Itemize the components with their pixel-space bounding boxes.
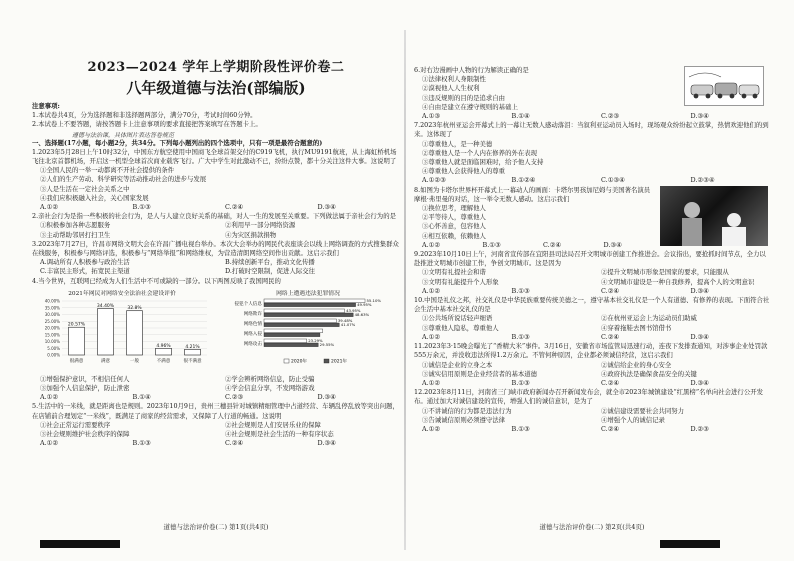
choice-b: B.①③: [132, 439, 151, 448]
statement: ④政府执法是确保食品安全的关键: [601, 369, 697, 378]
question-7: [414, 121, 770, 185]
bar: [264, 323, 339, 327]
question-stem: 8.如图为卡塔尔世界杯开幕式上一幕动人的画面：卡塔尔男孩加尼姆与美国著名演员摩根·弗里曼的对话，这一举令无数人感动。这启示我们: [414, 185, 651, 203]
data-label: 55.10%: [366, 298, 382, 304]
choice-a: A.①③: [422, 112, 441, 121]
page-fold: [404, 30, 406, 550]
choice-d: D.③④: [317, 393, 336, 402]
statement: ③主动帮助邻居打扫卫生: [40, 230, 111, 239]
category-label: 网络入侵: [243, 331, 262, 337]
choice-d: D.③④: [690, 332, 709, 341]
choice-c: C.②④: [225, 203, 244, 212]
choice-row: [32, 439, 400, 448]
choice-row: [32, 267, 400, 276]
choice-c: C.②④: [601, 286, 620, 295]
statement: ①社会正常运行需要秩序: [40, 420, 111, 429]
choice-d: D.③④: [690, 286, 709, 295]
bar: [185, 349, 201, 355]
data-label: 32.8%: [127, 306, 142, 312]
statement: ④为灾区捐款捐物: [225, 230, 277, 239]
bar: [264, 343, 318, 347]
photo-figures: [660, 186, 768, 246]
question-stem: 7.2023年杭州亚运会开幕式上的一幕让无数人感动落泪：当叙利亚运动员入场时，现场观众纷纷起立鼓掌，热情欢迎他们的到来。这体现了: [414, 121, 769, 139]
statement-row: [414, 370, 770, 379]
chart-satisfaction: [32, 288, 212, 373]
choice-row: [32, 203, 400, 212]
bar: [264, 313, 353, 317]
page-footer: 道德与法治评价卷(二) 第1页(共4页): [163, 523, 269, 531]
statement: ③文明有礼能提升个人形象: [422, 277, 499, 286]
statement: ①公共场所说话轻声细语: [422, 314, 493, 323]
question-stem: 9.2023年10月10日上午，河南省宣传部在宜阳县司法局召开文明城市创建工作推进会。会议指出，要抢抓时间节点，全力以赴推进文明城市创建工作，争创文明城市。这是因为: [414, 250, 766, 268]
data-label: 49.95%: [357, 302, 372, 308]
statement: ④尊重他人会获得他人的尊重: [422, 167, 506, 176]
choice-row: [414, 287, 770, 296]
y-tick-label: 30.00%: [44, 311, 60, 317]
bar: [156, 348, 172, 355]
choice-d: D.打破时空限制，促进人际交往: [225, 267, 316, 276]
scan-shadow-bottom-right: [660, 540, 720, 548]
question-stem: 3.2023年7月27日，许昌市网络文明大会在许昌广播电视台举办。本次大会举办的网民代表座谈会以线上网络调查的方式搜集群众在线服务，积极参与网络评选，积极参与“网络举报”和网络维权，为营造清朗网络空间作出贡献。这启示我们: [32, 239, 399, 258]
statement: ②人们的生产劳动、科学研究等活动推动社会的进步与发展: [40, 175, 207, 184]
x-tick-label: 不满意: [156, 358, 171, 364]
data-label: 39.48%: [337, 318, 353, 324]
statement: ①诚信是企业的立身之本: [422, 360, 493, 369]
statement: ③诚实信用原则是企业经营者的基本道德: [422, 369, 538, 378]
question-2: [32, 212, 400, 240]
choice-row: [414, 379, 770, 388]
question-1: [32, 148, 400, 212]
y-tick-label: 0.00%: [47, 352, 60, 358]
x-tick-label: 满意: [101, 358, 110, 364]
data-label: 41.07%: [340, 322, 356, 328]
statement: ①尊重他人，是一种美德: [422, 139, 493, 148]
choice-b: B.①②④: [511, 176, 536, 185]
choice-a: A.①②: [40, 203, 59, 212]
choice-b: B.①③: [511, 378, 530, 387]
bar: [98, 308, 114, 354]
statement: ③人是生活在一定社会关系之中: [40, 184, 130, 193]
statement-row: [414, 361, 770, 370]
question-11: [414, 342, 770, 388]
statement: ③尊重他人就是面临困难时，给予他人支持: [422, 158, 544, 167]
statement-row: [32, 231, 400, 240]
statement: ①全国人民的一举一动都离不开社会提供的条件: [40, 166, 175, 175]
statement-row: [32, 221, 400, 230]
choice-d: D.③④: [690, 112, 709, 121]
choice-d: D.③④: [603, 240, 622, 249]
statement: ①法律权利人身限制性: [422, 75, 486, 84]
choice-c: C.①③④: [601, 176, 625, 185]
choice-c: C.②④: [601, 424, 620, 433]
statement: ②平等待人，尊重他人: [422, 213, 486, 222]
statement: ④社会规则是社会生活的一种有序状态: [225, 430, 334, 439]
legend-swatch: [284, 359, 289, 363]
choice-b: B.①④: [511, 112, 530, 121]
bar: [264, 333, 320, 337]
question-3: [32, 240, 400, 277]
choice-c: C.②④: [225, 439, 244, 448]
choice-a: A.①②: [422, 378, 441, 387]
page-2: [414, 40, 770, 535]
legend-swatch: [324, 359, 329, 363]
choice-b: B.①③: [132, 203, 151, 212]
statement-row: [32, 430, 400, 439]
question-4: [32, 277, 400, 403]
choice-c: C.丰富民主形式，拓宽民主渠道: [40, 267, 130, 276]
bar-chart-crime: [218, 297, 398, 369]
category-label: 网络色情: [243, 321, 262, 327]
bar: [264, 299, 365, 303]
choice-a: A.①②③: [422, 176, 446, 185]
statement: ①文明有礼提社会和谐: [422, 268, 486, 277]
world-cup-photo: [660, 186, 768, 246]
statement: ③加强个人信息保护，防止泄密: [40, 384, 130, 393]
choice-row: [414, 176, 770, 185]
statement: ②提升文明城市形象是国家的要求，只能服从: [601, 268, 729, 277]
scan-shadow-bottom-left: [40, 540, 120, 548]
choice-d: D.②③: [690, 424, 709, 433]
statement-row: [414, 278, 770, 287]
choice-a: A.①②: [422, 424, 441, 433]
data-label: 48.63%: [354, 312, 370, 318]
data-label: 4.21%: [185, 344, 200, 350]
statement: ①不讲诚信的行为都是违法行为: [422, 406, 512, 415]
question-12: [414, 388, 770, 434]
statement: ③心怀善意，包容他人: [422, 222, 486, 231]
statement: ③尊重他人隐私，尊重他人: [422, 323, 499, 332]
question-stem: 12.2023年8月11日，河南省三门峡市政府新闻办召开新闻发布会，就全市2023年城镇建设“红黑榜”名单向社会进行公开发布。通过加大对诚信建设的宣传，增强人们的诚信意识，是为了: [414, 388, 763, 406]
choice-a: A.①②: [40, 393, 59, 402]
data-label: 23.29%: [308, 338, 323, 344]
data-label: 20.57%: [67, 322, 86, 328]
choice-b: B.①④: [132, 393, 151, 402]
section-heading: 一、选择题(17小题，每小题2分，共34分。下列每小题列出的四个选项中，只有一项是最符合题意的): [32, 138, 323, 147]
choice-d: D.③④: [317, 203, 336, 212]
statement: ④文明城市建设是一种自我修养，提高个人的文明意识: [601, 277, 755, 286]
bar: [264, 309, 345, 313]
category-label: 网络攻击: [243, 341, 262, 347]
question-stem: 5.生活中的一米线，就是距离也是规则。2023年10月9日，贵州三穗县针对城镇精细管理中占道经营、车辆乱停乱放等突出问题，在店铺前合理划定“一米线”，既满足了商家的经营需求，又保障了人行道的畅通。这说明: [32, 402, 399, 420]
chart-title: 2021年网民对网络安全法治社会建设评价: [68, 290, 176, 297]
choice-d: D.③④: [317, 439, 336, 448]
statement: ④增强个人的诚信记录: [601, 415, 665, 424]
choice-a: A.①②: [422, 240, 441, 249]
statement: ④穿着拖鞋去图书馆借书: [601, 323, 672, 332]
exam-title: 2023—2024 学年上学期阶段性评价卷二: [87, 60, 345, 75]
statement: ①换位思考，理解他人: [422, 204, 486, 213]
notice-item: 2.本试卷上不要答题，请按答题卡上注意事项的要求直接把答案填写在答题卡上。: [32, 120, 262, 129]
statement: ③告诫诚信原则必须遵守法律: [422, 415, 506, 424]
y-tick-label: 5.00%: [47, 345, 60, 351]
statement-row: [414, 314, 770, 323]
choice-a: A.①②: [422, 286, 441, 295]
statement: ②诚信建设需要社会共同努力: [601, 406, 685, 415]
page-footer: 道德与法治评价卷(二) 第2页(共4页): [539, 523, 645, 531]
statement: ②利用早一部分网络资源: [225, 221, 296, 230]
legend-label: 2021年: [331, 359, 347, 365]
statement: ④自由是建立在遵守规则的基础上: [422, 102, 518, 111]
statement: ②在杭州亚运会上为运动员们助威: [601, 314, 697, 323]
question-stem: 4.当今世界，互联网已经成为人们生活中不可或缺的一部分。以下两图反映了我国网民的: [32, 276, 281, 285]
chart-pair: [32, 288, 400, 373]
bar: [264, 303, 356, 307]
statement: ①积极参加各种志愿服务: [40, 221, 111, 230]
statement: ③社会规则维护社会秩序的保障: [40, 430, 130, 439]
choice-b: B.①③: [482, 240, 501, 249]
data-label: 29.55%: [319, 342, 335, 348]
question-10: [414, 296, 770, 342]
question-stem: 6.对右边漫画中人物的行为解读正确的是: [414, 66, 529, 74]
data-label: 43.95%: [346, 308, 361, 314]
choice-c: C.②④: [601, 332, 620, 341]
statement-row: [32, 375, 400, 384]
question-5: [32, 402, 400, 448]
choice-b: B.持续创新平台，推动文化传播: [225, 258, 315, 267]
traffic-cartoon: [684, 66, 764, 106]
y-tick-label: 40.00%: [44, 298, 60, 304]
choice-a: A.①②: [40, 439, 59, 448]
data-label: 4.96%: [156, 343, 171, 349]
choice-b: B.①③: [511, 332, 530, 341]
choice-d: D.②③④: [690, 176, 715, 185]
statement: ④相互依赖，依赖他人: [422, 231, 486, 240]
x-tick-label: 一般: [130, 358, 139, 364]
category-label: 网络欺诈: [243, 311, 262, 317]
chart-crime: [218, 288, 398, 373]
y-tick-label: 15.00%: [44, 332, 60, 338]
statement-row: [414, 324, 770, 333]
statement: ④我们应积极融入社会，关心国家发展: [40, 193, 149, 202]
choice-c: C.②③: [601, 112, 620, 121]
exam-subtitle: 八年级道德与法治(部编版): [126, 79, 306, 97]
statement: ③违反规则的目的是追求自由: [422, 93, 506, 102]
category-label: 侵犯个人信息: [234, 301, 262, 307]
statement: ④学会信息分享，不发网络游戏: [225, 384, 315, 393]
statement: ②学会辨析网络信息，防止受骗: [225, 374, 315, 383]
choice-c: C.②④: [601, 378, 620, 387]
bar: [264, 319, 336, 323]
choice-row: [414, 112, 770, 121]
y-tick-label: 25.00%: [44, 318, 60, 324]
notice-heading: 注意事项:: [32, 102, 60, 110]
statement: ②尊重他人是一个人内在修养的外在表现: [422, 148, 538, 157]
y-tick-label: 20.00%: [44, 325, 60, 331]
choice-row: [414, 425, 770, 434]
question-9: [414, 250, 770, 296]
statement-row: [414, 407, 770, 416]
y-tick-label: 10.00%: [44, 338, 60, 344]
choice-b: B.①③: [511, 286, 530, 295]
choice-d: D.③④: [690, 378, 709, 387]
question-stem: 10.中国是礼仪之邦，社交礼仪是中华民族重要传统美德之一，遵守基本社交礼仪是一个人有道德、有修养的表现。下面符合社会生活中基本社交礼仪的是: [414, 296, 770, 314]
chart-title: 网络上遭遇违法犯罪情况: [276, 290, 340, 297]
question-stem: 2.亲社会行为是指一些积极的社会行为，是人与人建立良好关系的基础，对人一生的发展至关重要。下列做法属于亲社会行为的是: [32, 212, 396, 221]
data-label: 34.40%: [96, 303, 115, 309]
bar: [264, 329, 323, 333]
choice-b: B.①③: [511, 424, 530, 433]
bar-chart-satisfaction: [32, 297, 212, 369]
y-tick-label: 35.00%: [44, 305, 60, 311]
x-tick-label: 很满意: [69, 358, 84, 364]
choice-c: C.②④: [543, 240, 562, 249]
x-tick-label: 很不满意: [183, 358, 202, 364]
legend-label: 2020年: [291, 359, 307, 365]
question-stem: 1.2023年5月28日上午10时32分，中国东方航空使用中国商飞全球首架交付的C919飞机，执行MU9191航班，从上海虹桥机场飞往北京首都机场，开启这一机型全球首次商业载客飞行。广大中学生对此激动不已，纷纷点赞，都十分关注这件大事。这说明了: [32, 147, 397, 166]
statement-row: [32, 384, 400, 393]
choice-c: C.②③: [225, 393, 244, 402]
statement: ①增强保护意识，不相信任何人: [40, 374, 130, 383]
bar: [69, 327, 85, 355]
statement-row: [414, 416, 770, 425]
choice-row: [414, 333, 770, 342]
statement: ②诚信给企业的身心安全: [601, 360, 672, 369]
bar: [264, 339, 307, 343]
handwritten-note: 遵德与法治课，具体图片表达答卷规范: [72, 131, 175, 139]
choice-row: [414, 241, 654, 250]
question-8: [414, 186, 770, 250]
statement-row: [32, 421, 400, 430]
page-1: [32, 40, 400, 535]
bar: [127, 311, 143, 355]
question-6: [414, 66, 770, 121]
choice-a: A.调动所有人积极参与政治生活: [40, 258, 130, 267]
choice-a: A.①②: [422, 332, 441, 341]
question-stem: 11.2023年3·15晚会曝光了“香精大米”事件。3月16日，安徽省市场监管局迅速行动，连夜下发排查通知，对涉事企业处罚款555万余元，并没收违法所得1.2万余元。不管何种原因，企业都必须诚信经营，这启示我们: [414, 342, 768, 360]
statement: ②漠视他人人生权利: [422, 84, 480, 93]
statement: ②社会规则是人们安居乐业的保障: [225, 420, 321, 429]
notice-item: 1.本试卷共4页，分为选择题和非选择题两部分，满分70分，考试时间60分钟。: [32, 111, 257, 120]
statement-row: [414, 268, 770, 277]
